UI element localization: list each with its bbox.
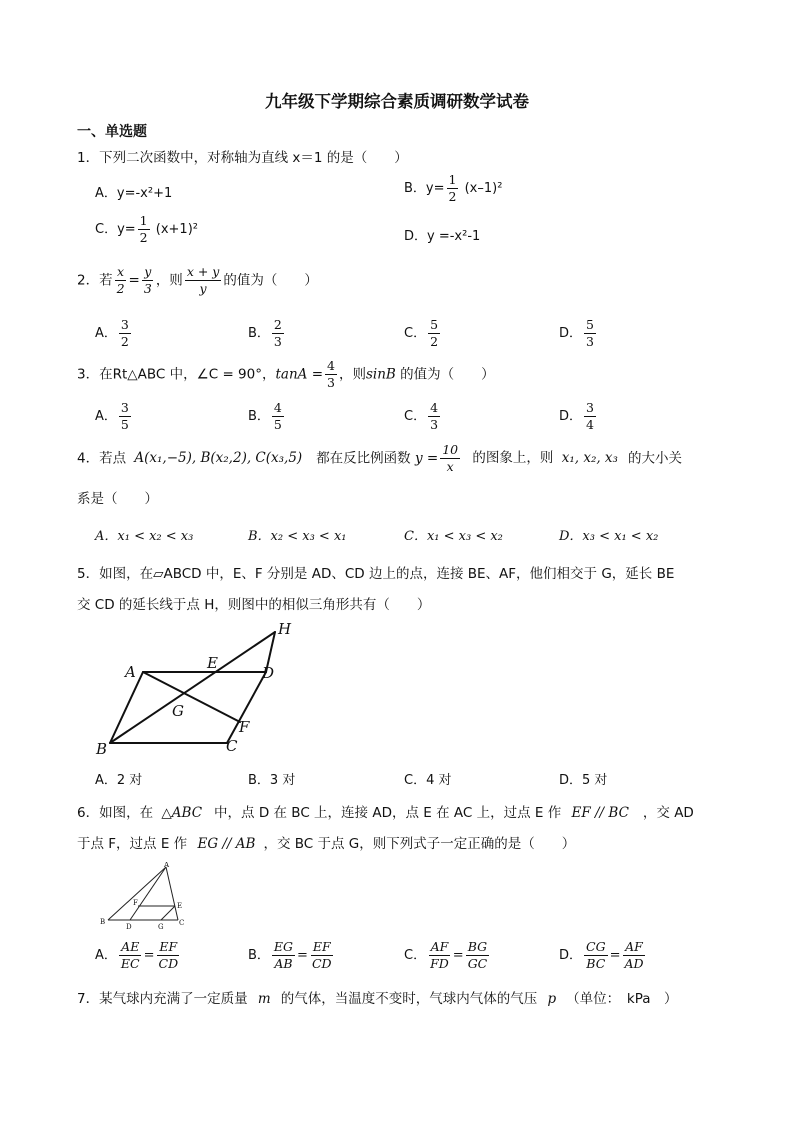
q5-line-af bbox=[143, 672, 240, 722]
q3-stem: 3．在Rt△ABC 中，∠C = 90°，tanA = $\frac{4}{3}$ ，则sinB 的值为（ ） bbox=[77, 358, 495, 390]
q6-edge-ab bbox=[108, 867, 166, 920]
q7-stem: 7．某气球内充满了一定质量 m 的气体，当温度不变时，气球内气体的气压 p （单位： kPa ） bbox=[77, 991, 678, 1007]
q5-stem-line2: 交 CD 的延长线于点 H，则图中的相似三角形共有（ ） bbox=[77, 597, 431, 613]
q6-label-c: C bbox=[179, 919, 185, 927]
q5-label-g: G bbox=[172, 702, 184, 720]
q6-option-b: B． $\frac{EG}{AB}$ = $\frac{EF}{CD}$ bbox=[248, 939, 332, 971]
q5-label-f: F bbox=[239, 718, 250, 736]
q1-option-c: C．y= $\frac{1}{2}$ (x+1)² bbox=[95, 213, 198, 245]
q5-option-b: B．3 对 bbox=[248, 773, 296, 788]
q5-label-h: H bbox=[278, 620, 292, 638]
q5-label-b: B bbox=[96, 740, 108, 758]
q4-option-b: B．x₂ < x₃ < x₁ bbox=[248, 529, 347, 544]
q6-option-c: C． $\frac{AF}{FD}$ = $\frac{BG}{GC}$ bbox=[404, 939, 488, 971]
q2-option-d: D． $\frac{5}{3}$ bbox=[559, 317, 594, 349]
q5-option-a: A．2 对 bbox=[95, 773, 143, 788]
q6-stem-line2: 于点 F，过点 E 作 EG // AB ，交 BC 于点 G，则下列式子一定正确的是（ ） bbox=[77, 836, 576, 852]
q5-label-d: D bbox=[262, 664, 275, 682]
q3-option-d: D． $\frac{3}{4}$ bbox=[559, 400, 594, 432]
q3-option-b: B． $\frac{4}{5}$ bbox=[248, 400, 282, 432]
q6-label-e: E bbox=[177, 902, 183, 910]
q6-stem-line1: 6．如图，在 △ABC 中，点 D 在 BC 上，连接 AD，点 E 在 AC 上，过点 E 作 EF // BC ，交 AD bbox=[77, 805, 694, 821]
q3-option-a: A． $\frac{3}{5}$ bbox=[95, 400, 129, 432]
q4-option-c: C．x₁ < x₃ < x₂ bbox=[404, 529, 503, 544]
q2-stem: 2．若 $\frac{x}{2}$ = $\frac{y}{3}$ ，则 $\frac{x + y}{y}$ 的值为（ ） bbox=[77, 264, 318, 296]
q6-label-d: D bbox=[126, 923, 132, 931]
q6-label-a: A bbox=[164, 862, 170, 869]
q6-option-d: D． $\frac{CG}{BC}$ = $\frac{AF}{AD}$ bbox=[559, 939, 644, 971]
q5-label-a: A bbox=[125, 663, 136, 681]
q1-option-d: D．y =-x²-1 bbox=[404, 229, 481, 244]
q2-option-c: C． $\frac{5}{2}$ bbox=[404, 317, 439, 349]
q1-option-b: B．y= $\frac{1}{2}$ (x–1)² bbox=[404, 172, 503, 204]
section-heading: 一、单选题 bbox=[77, 124, 147, 140]
q6-label-g: G bbox=[158, 923, 164, 931]
q3-option-c: C． $\frac{4}{3}$ bbox=[404, 400, 439, 432]
q6-label-f: F bbox=[133, 899, 138, 907]
q4-stem-line2: 系是（ ） bbox=[77, 491, 158, 507]
q4-stem: 4．若点 A(x₁,−5), B(x₂,2), C(x₃,5) 都在反比例函数 y = $\frac{10}{x}$ 的图象上，则 x₁, x₂, x₃ 的大小关 bbox=[77, 442, 682, 474]
q1-stem: 1．下列二次函数中，对称轴为直线 x＝1 的是（ ） bbox=[77, 150, 408, 166]
q5-label-c: C bbox=[226, 737, 238, 755]
q6-label-b: B bbox=[100, 918, 106, 926]
q5-parallelogram-figure bbox=[88, 614, 308, 762]
q6-triangle-figure bbox=[96, 862, 192, 932]
q2-option-b: B． $\frac{2}{3}$ bbox=[248, 317, 282, 349]
q6-line-ad bbox=[130, 867, 166, 920]
q4-option-d: D．x₃ < x₁ < x₂ bbox=[559, 529, 659, 544]
q1-option-a: A．y=-x²+1 bbox=[95, 186, 173, 201]
q5-option-c: C．4 对 bbox=[404, 773, 452, 788]
q6-option-a: A． $\frac{AE}{EC}$ = $\frac{EF}{CD}$ bbox=[95, 939, 179, 971]
q5-label-e: E bbox=[207, 654, 218, 672]
q5-stem-line1: 5．如图，在▱ABCD 中，E、F 分别是 AD、CD 边上的点，连接 BE、AF，他们相交于 G，延长 BE bbox=[77, 566, 675, 582]
q5-option-d: D．5 对 bbox=[559, 773, 608, 788]
q4-option-a: A．x₁ < x₂ < x₃ bbox=[95, 529, 194, 544]
q2-option-a: A． $\frac{3}{2}$ bbox=[95, 317, 129, 349]
q6-edge-ac bbox=[166, 867, 178, 920]
q6-line-eg bbox=[161, 906, 175, 920]
page-title: 九年级下学期综合素质调研数学试卷 bbox=[265, 92, 529, 111]
